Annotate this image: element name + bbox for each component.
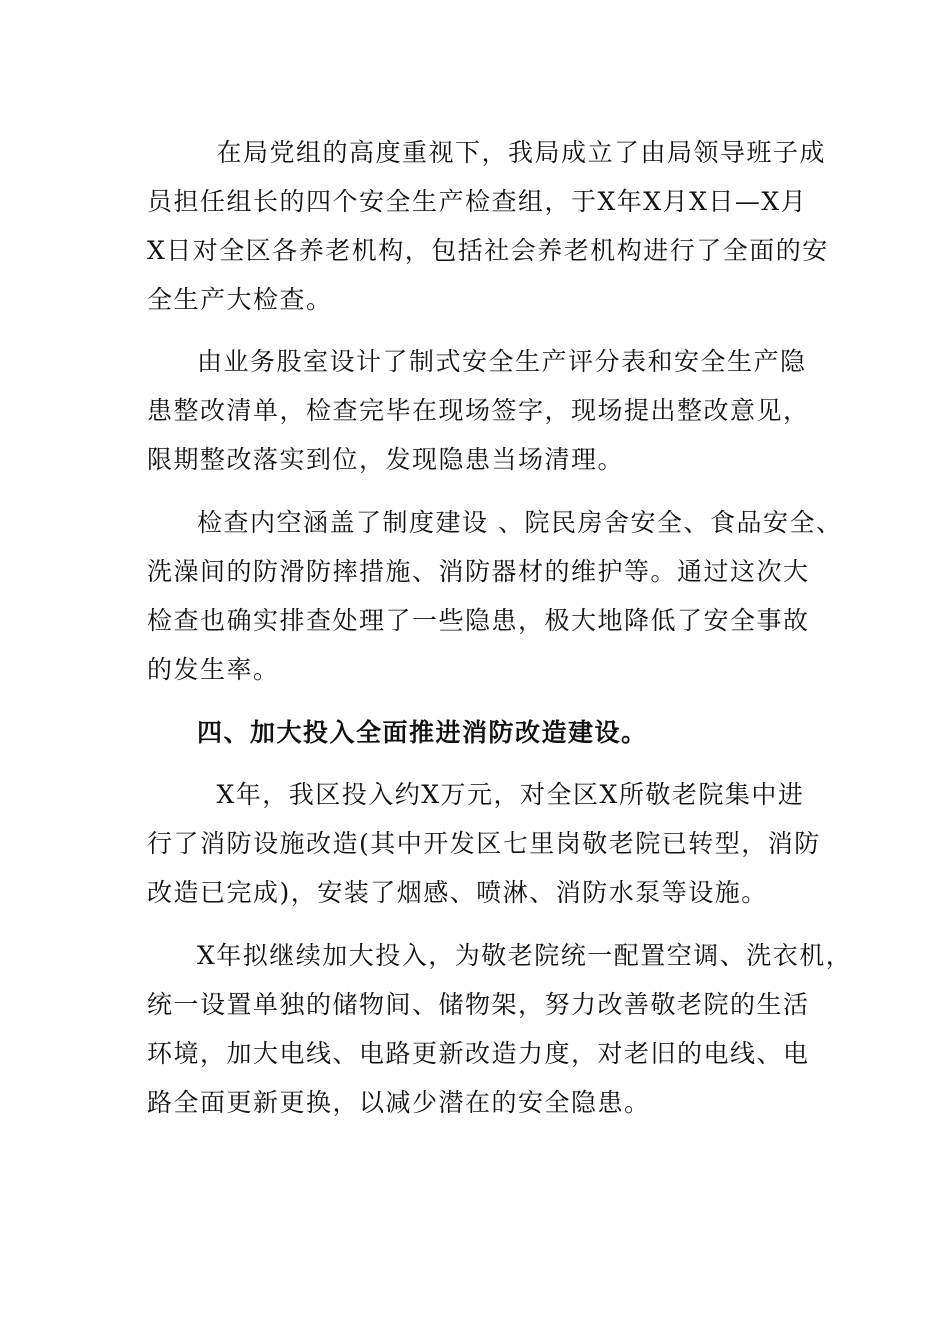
paragraph-2-line-1: 由业务股室设计了制式安全生产评分表和安全生产隐	[197, 347, 807, 376]
paragraph-4-line-2: 行了消防设施改造(其中开发区七里岗敬老院已转型，消防	[147, 829, 821, 858]
paragraph-5-line-3: 环境，加大电线、电路更新改造力度，对老旧的电线、电	[147, 1039, 810, 1068]
paragraph-5-line-1: X年拟继续加大投入，为敬老院统一配置空调、洗衣机，	[197, 941, 853, 970]
paragraph-2-line-3: 限期整改落实到位，发现隐患当场清理。	[147, 445, 625, 474]
paragraph-5-line-4: 路全面更新更换，以减少潜在的安全隐患。	[147, 1088, 651, 1117]
paragraph-3-line-4: 的发生率。	[147, 655, 280, 684]
paragraph-4-line-1: X年，我区投入约X万元，对全区X所敬老院集中进	[207, 780, 805, 809]
paragraph-3-line-1: 检查内空涵盖了制度建设 、院民房舍安全、食品安全、	[197, 508, 843, 537]
paragraph-4-line-3: 改造已完成)，安装了烟感、喷淋、消防水泵等设施。	[147, 878, 768, 907]
paragraph-2-line-2: 患整改清单，检查完毕在现场签字，现场提出整改意见，	[147, 396, 810, 425]
paragraph-1-line-4: 全生产大检查。	[147, 285, 333, 314]
paragraph-5-line-2: 统一设置单独的储物间、储物架，努力改善敬老院的生活	[147, 990, 810, 1019]
paragraph-1-line-1: 在局党组的高度重视下，我局成立了由局领导班子成	[207, 138, 826, 167]
paragraph-1-line-3: X日对全区各养老机构，包括社会养老机构进行了全面的安	[147, 236, 829, 265]
paragraph-1-line-2: 员担任组长的四个安全生产检查组，于X年X月X日—X月	[147, 187, 808, 216]
paragraph-3-line-3: 检查也确实排查处理了一些隐患，极大地降低了安全事故	[147, 606, 810, 635]
section-heading: 四、加大投入全面推进消防改造建设。	[197, 718, 648, 747]
paragraph-3-line-2: 洗澡间的防滑防摔措施、消防器材的维护等。通过这次大	[147, 557, 810, 586]
